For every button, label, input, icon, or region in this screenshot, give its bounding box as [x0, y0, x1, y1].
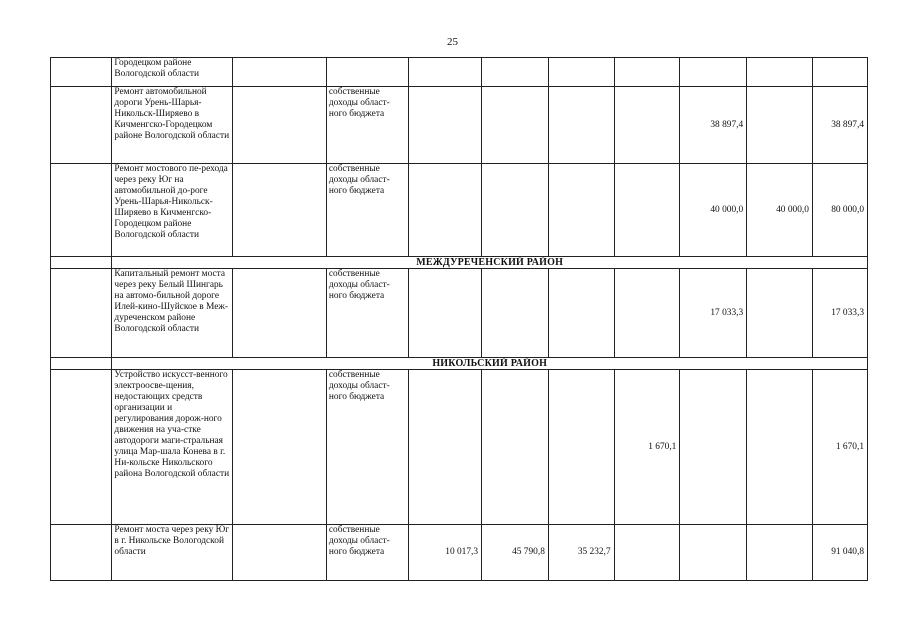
amount-cell: 17 033,3	[680, 269, 747, 358]
index-cell	[51, 269, 112, 358]
responsible-cell	[233, 164, 327, 257]
index-cell	[51, 87, 112, 164]
amount-cell	[548, 164, 614, 257]
amount-cell: 1 670,1	[812, 370, 867, 525]
amount-cell	[408, 370, 481, 525]
project-name-cell: Городецком районе Вологодской области	[112, 58, 233, 87]
section-row	[51, 358, 868, 370]
table-row	[51, 269, 868, 358]
table-row	[51, 87, 868, 164]
amount-cell	[548, 370, 614, 525]
budget-table	[50, 57, 868, 581]
section-title: МЕЖДУРЕЧЕНСКИЙ РАЙОН	[112, 257, 868, 269]
amount-cell: 40 000,0	[680, 164, 747, 257]
amount-cell: 10 017,3	[408, 525, 481, 581]
amount-cell	[408, 87, 481, 164]
table-row	[51, 370, 868, 525]
amount-cell	[614, 58, 680, 87]
project-name-cell: Ремонт автомобильной дороги Урень-Шарья-Никольск-Ширяево в Кичменгско-Городецком районе Вологодской области	[112, 87, 233, 164]
section-title: НИКОЛЬСКИЙ РАЙОН	[112, 358, 868, 370]
amount-cell	[614, 164, 680, 257]
amount-cell	[680, 370, 747, 525]
amount-cell	[614, 525, 680, 581]
table-row	[51, 525, 868, 581]
funding-source-cell: собственные доходы област-ного бюджета	[326, 525, 408, 581]
amount-cell	[747, 370, 813, 525]
page-number: 25	[447, 36, 458, 48]
amount-cell	[408, 58, 481, 87]
amount-cell	[747, 58, 813, 87]
funding-source-cell: собственные доходы област-ного бюджета	[326, 269, 408, 358]
amount-cell	[747, 269, 813, 358]
index-cell	[51, 525, 112, 581]
amount-cell	[548, 87, 614, 164]
responsible-cell	[233, 525, 327, 581]
funding-source-cell	[326, 58, 408, 87]
amount-cell	[482, 87, 549, 164]
project-name-cell: Ремонт мостового пе-рехода через реку Юг на автомобильной до-роге Урень-Шарья-Никольск-Ширяево в Кичменгско-Городецком районе Вологодской области	[112, 164, 233, 257]
section-row	[51, 257, 868, 269]
amount-cell: 38 897,4	[812, 87, 867, 164]
amount-cell	[408, 164, 481, 257]
index-cell	[51, 58, 112, 87]
amount-cell	[408, 269, 481, 358]
section-blank-cell	[51, 257, 112, 269]
responsible-cell	[233, 87, 327, 164]
amount-cell: 40 000,0	[747, 164, 813, 257]
amount-cell: 91 040,8	[812, 525, 867, 581]
amount-cell: 1 670,1	[614, 370, 680, 525]
project-name-cell: Ремонт моста через реку Юг в г. Никольске Вологодской области	[112, 525, 233, 581]
project-name-cell: Капитальный ремонт моста через реку Белый Шингарь на автомо-бильной дороге Илей-кино-Шуйское в Меж-дуреченском районе Вологодской области	[112, 269, 233, 358]
amount-cell	[482, 370, 549, 525]
table-row	[51, 58, 868, 87]
amount-cell	[614, 269, 680, 358]
amount-cell	[747, 87, 813, 164]
amount-cell: 45 790,8	[482, 525, 549, 581]
funding-source-cell: собственные доходы област-ного бюджета	[326, 370, 408, 525]
responsible-cell	[233, 269, 327, 358]
responsible-cell	[233, 58, 327, 87]
index-cell	[51, 370, 112, 525]
amount-cell	[482, 269, 549, 358]
amount-cell	[482, 164, 549, 257]
amount-cell	[812, 58, 867, 87]
amount-cell: 38 897,4	[680, 87, 747, 164]
section-blank-cell	[51, 358, 112, 370]
amount-cell	[614, 87, 680, 164]
amount-cell	[548, 269, 614, 358]
amount-cell: 17 033,3	[812, 269, 867, 358]
amount-cell	[680, 58, 747, 87]
index-cell	[51, 164, 112, 257]
amount-cell	[482, 58, 549, 87]
amount-cell: 80 000,0	[812, 164, 867, 257]
project-name-cell: Устройство искусст-венного электроосве-щения, недостающих средств организации и регулирования дорож-ного движения на уча-стке автодороги маги-стральная улица Мар-шала Конева в г. Ни-кольске Никольского района Вологодской области	[112, 370, 233, 525]
table-row	[51, 164, 868, 257]
funding-source-cell: собственные доходы област-ного бюджета	[326, 164, 408, 257]
funding-source-cell: собственные доходы област-ного бюджета	[326, 87, 408, 164]
amount-cell	[680, 525, 747, 581]
amount-cell: 35 232,7	[548, 525, 614, 581]
responsible-cell	[233, 370, 327, 525]
amount-cell	[548, 58, 614, 87]
amount-cell	[747, 525, 813, 581]
